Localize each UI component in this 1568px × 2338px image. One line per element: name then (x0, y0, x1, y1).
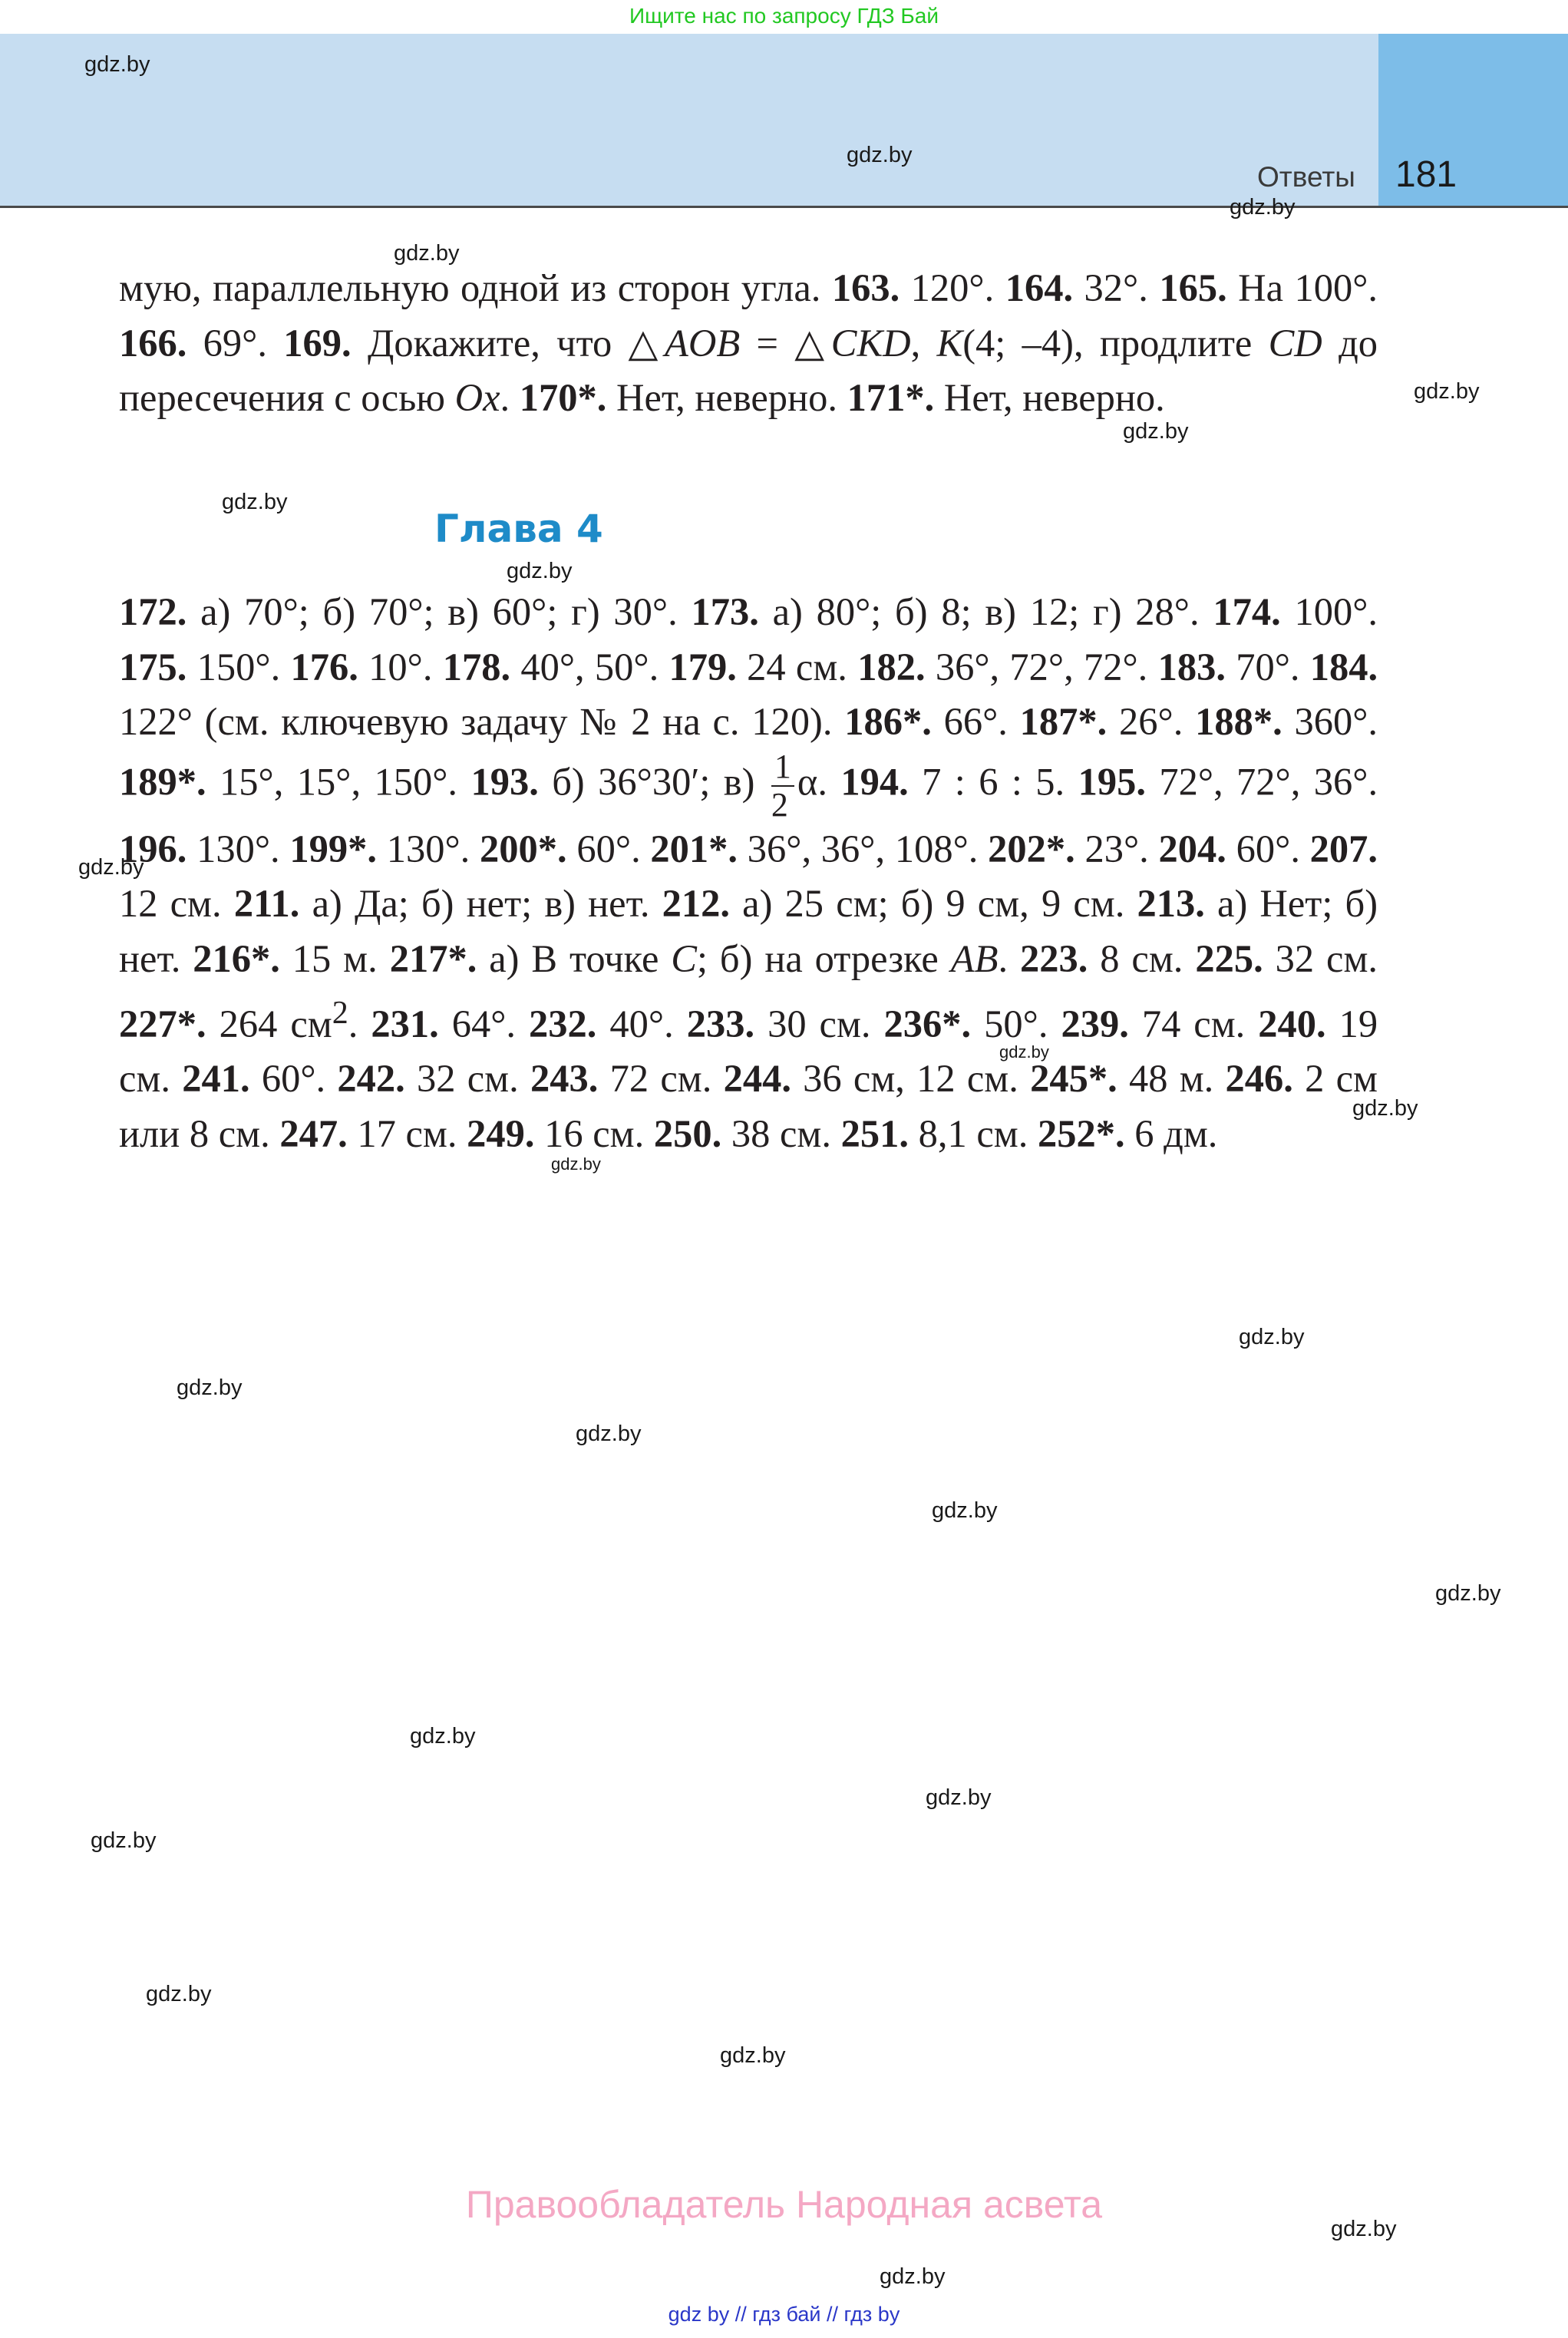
answer-math: AB (950, 936, 999, 980)
answer-number: 199*. (289, 827, 378, 870)
answer-math: C (671, 936, 697, 980)
answer-text: 2 см или 8 см. (119, 1057, 1378, 1155)
answer-text: . (998, 936, 1008, 980)
answer-text: 15 м. (292, 936, 378, 980)
answer-number: 188*. (1195, 700, 1282, 743)
answer-math: AOB (665, 321, 741, 365)
header-divider (0, 206, 1568, 208)
answer-text: 32 см. (1275, 936, 1378, 980)
watermark: gdz.by (91, 1828, 157, 1853)
answer-text: а) 70°; б) 70°; в) 60°; г) 30°. (200, 590, 678, 633)
answer-text: 16 см. (544, 1111, 645, 1155)
footer-separator: // (734, 2303, 747, 2326)
answer-text: 8,1 см. (918, 1111, 1028, 1155)
answer-text: а) Нет; б) нет. (119, 882, 1378, 980)
answer-number: 207. (1309, 827, 1378, 870)
answer-text: Докажите, что △ (367, 321, 665, 365)
answer-number: 196. (119, 827, 187, 870)
watermark: gdz.by (1230, 195, 1296, 220)
answer-number: 236*. (883, 1002, 972, 1045)
answer-number: 244. (723, 1057, 791, 1101)
footer-links (0, 2303, 1568, 2326)
answer-text: а) В точке (489, 936, 672, 980)
answer-text: 12 см. (119, 882, 222, 925)
footer-link-gdz-bai[interactable]: гдз бай (752, 2303, 821, 2326)
answer-text: 8 см. (1100, 936, 1183, 980)
answer-number: 240. (1258, 1002, 1326, 1045)
watermark: gdz.by (720, 2043, 786, 2068)
answer-number: 165. (1159, 266, 1227, 309)
header-band (0, 34, 1378, 207)
answer-number: 176. (290, 645, 358, 689)
answer-text: 6 дм. (1134, 1111, 1218, 1155)
watermark: gdz.by (932, 1498, 998, 1523)
answer-number: 246. (1225, 1057, 1293, 1101)
answer-text: 69°. (203, 321, 267, 365)
answer-text: 19 см. (119, 1002, 1378, 1101)
running-head: Ответы (1257, 161, 1355, 193)
copyright-notice: Правообладатель Народная асвета (465, 2183, 1103, 2226)
watermark: gdz.by (1435, 1581, 1501, 1606)
answer-text: а) 25 см; б) 9 см, 9 см. (742, 882, 1125, 925)
answer-text: а) Да; б) нет; в) нет. (312, 882, 650, 925)
answer-text: 360°. (1294, 700, 1378, 743)
answer-number: 183. (1157, 645, 1226, 689)
answer-text: 17 см. (357, 1111, 457, 1155)
answer-superscript: 2 (332, 996, 348, 1031)
watermark: gdz.by (847, 143, 913, 167)
watermark: gdz.by (576, 1422, 642, 1446)
answer-text: Нет, неверно. (943, 376, 1165, 419)
answer-math: K (936, 321, 963, 365)
answer-text: 23°. (1084, 827, 1149, 870)
page-number: 181 (1395, 154, 1457, 195)
answer-number: 201*. (650, 827, 738, 870)
watermark: gdz.by (78, 855, 144, 880)
answer-text: 26°. (1119, 700, 1183, 743)
watermark: gdz.by (177, 1375, 243, 1400)
watermark: gdz.by (84, 52, 150, 77)
answer-text: 74 см. (1141, 1002, 1246, 1045)
answers-chapter-4-paragraph (119, 585, 1378, 1161)
answer-number: 187*. (1019, 700, 1108, 743)
footer-link-gdz-by[interactable]: gdz by (668, 2303, 730, 2326)
answer-text: 122° (см. ключевую задачу № 2 на с. 120). (119, 700, 833, 743)
answer-number: 245*. (1030, 1057, 1117, 1101)
watermark: gdz.by (410, 1724, 476, 1749)
answer-number: 225. (1195, 936, 1263, 980)
footer-link-gdz-by-cyr[interactable]: гдз by (843, 2303, 900, 2326)
answer-number: 227*. (119, 1002, 206, 1045)
answer-text: 38 см. (731, 1111, 831, 1155)
answer-number: 193. (470, 760, 539, 804)
answer-text: 60°. (261, 1057, 326, 1101)
answer-text: 32°. (1084, 266, 1148, 309)
answer-text: 60°. (576, 827, 641, 870)
answer-number: 195. (1078, 760, 1146, 804)
answer-text: б) 36°30′; в) (552, 760, 755, 804)
answer-number: 239. (1061, 1002, 1129, 1045)
answer-text: 36°, 72°, 72°. (935, 645, 1148, 689)
answer-number: 178. (442, 645, 511, 689)
answer-text: 50°. (984, 1002, 1048, 1045)
answer-number: 174. (1213, 590, 1281, 633)
answer-text: 72 см. (609, 1057, 712, 1101)
answer-number: 243. (530, 1057, 599, 1101)
answer-text: 10°. (368, 645, 433, 689)
answer-text: а) 80°; б) 8; в) 12; г) 28°. (772, 590, 1200, 633)
answer-number: 231. (371, 1002, 439, 1045)
fraction-numerator: 1 (771, 750, 794, 787)
answer-number: 163. (831, 266, 900, 309)
watermark: gdz.by (1352, 1096, 1418, 1121)
answer-text: мую, параллельную одной из сторон угла. (119, 266, 821, 309)
answer-number: 202*. (988, 827, 1075, 870)
answer-number: 216*. (193, 936, 280, 980)
answer-number: 189*. (119, 760, 206, 804)
answer-number: 213. (1137, 882, 1205, 925)
watermark: gdz.by (551, 1154, 601, 1174)
watermark: gdz.by (146, 1982, 212, 2006)
answer-number: 186*. (844, 700, 932, 743)
watermark: gdz.by (1414, 379, 1480, 404)
answer-number: 169. (283, 321, 352, 365)
answer-number: 172. (119, 590, 187, 633)
answer-text: 32 см. (417, 1057, 519, 1101)
watermark: gdz.by (222, 490, 288, 514)
answer-text: 24 см. (747, 645, 847, 689)
answer-number: 164. (1005, 266, 1074, 309)
answer-math: CD (1268, 321, 1322, 365)
answer-text: до пересечения с осью (119, 321, 1378, 419)
footer-separator: // (827, 2303, 839, 2326)
watermark: gdz.by (507, 559, 573, 583)
answer-text: 64°. (451, 1002, 517, 1045)
answer-number: 223. (1020, 936, 1088, 980)
answer-number: 184. (1309, 645, 1378, 689)
watermark: gdz.by (1123, 419, 1189, 444)
answer-text: , (910, 321, 921, 365)
answer-number: 173. (691, 590, 759, 633)
answer-text: 70°. (1236, 645, 1300, 689)
fraction-denominator: 2 (771, 785, 788, 824)
top-banner: Ищите нас по запросу ГДЗ Бай (629, 4, 939, 28)
answer-number: 204. (1158, 827, 1226, 870)
answer-text: 30 см. (767, 1002, 871, 1045)
answer-text: ; б) на отрезке (696, 936, 951, 980)
answer-number: 250. (653, 1111, 722, 1155)
answer-text: 7 : 6 : 5. (922, 760, 1065, 804)
answer-number: 247. (279, 1111, 348, 1155)
answer-text: 130°. (196, 827, 280, 870)
answer-number: 212. (662, 882, 731, 925)
answer-text: . (348, 1002, 358, 1045)
answer-text: 40°, 50°. (520, 645, 659, 689)
answer-text: 130°. (386, 827, 470, 870)
answer-number: 200*. (480, 827, 567, 870)
answer-number: 252*. (1038, 1111, 1125, 1155)
answer-number: 179. (668, 645, 737, 689)
answer-text: 66°. (943, 700, 1008, 743)
answer-number: 182. (857, 645, 926, 689)
answer-number: 175. (119, 645, 187, 689)
answer-text: 36°, 36°, 108°. (747, 827, 979, 870)
answer-text: 120°. (910, 266, 995, 309)
watermark: gdz.by (926, 1785, 992, 1810)
answer-number: 211. (233, 882, 300, 925)
answer-number: 242. (337, 1057, 405, 1101)
answer-number: 241. (182, 1057, 250, 1101)
answer-text: 264 см (219, 1002, 332, 1045)
answer-number: 171*. (847, 376, 935, 419)
answer-text: Нет, неверно. (616, 376, 837, 419)
chapter-heading: Глава 4 (434, 507, 603, 551)
watermark: gdz.by (999, 1042, 1049, 1062)
answer-text: 60°. (1236, 827, 1300, 870)
answer-math: CKD (830, 321, 911, 365)
answer-text: 48 м. (1128, 1057, 1214, 1101)
watermark: gdz.by (394, 241, 460, 266)
answer-number: 251. (840, 1111, 909, 1155)
answer-text: 36 см, 12 см. (803, 1057, 1018, 1101)
fraction (771, 747, 794, 824)
watermark: gdz.by (880, 2264, 946, 2289)
answer-number: 166. (119, 321, 187, 365)
answer-number: 170*. (519, 376, 607, 419)
answer-number: 217*. (389, 936, 477, 980)
answer-number: 194. (840, 760, 909, 804)
watermark: gdz.by (1239, 1325, 1305, 1349)
answer-number: 233. (686, 1002, 755, 1045)
answer-text: 100°. (1294, 590, 1378, 633)
answer-text: 72°, 72°, 36°. (1159, 760, 1378, 804)
answer-text: На 100°. (1238, 266, 1378, 309)
answer-number: 249. (467, 1111, 535, 1155)
answer-number: 232. (529, 1002, 597, 1045)
answer-text: 150°. (196, 645, 281, 689)
answer-text: (4; –4), продлите (962, 321, 1269, 365)
watermark: gdz.by (1331, 2217, 1397, 2241)
answers-intro-paragraph (119, 261, 1378, 426)
answer-text: 15°, 15°, 150°. (220, 760, 458, 804)
answer-text: 40°. (609, 1002, 674, 1045)
answer-text: . (500, 376, 510, 419)
answer-math: Ox (454, 376, 500, 419)
answer-text: α. (797, 760, 827, 804)
answer-text: = △ (740, 321, 831, 365)
